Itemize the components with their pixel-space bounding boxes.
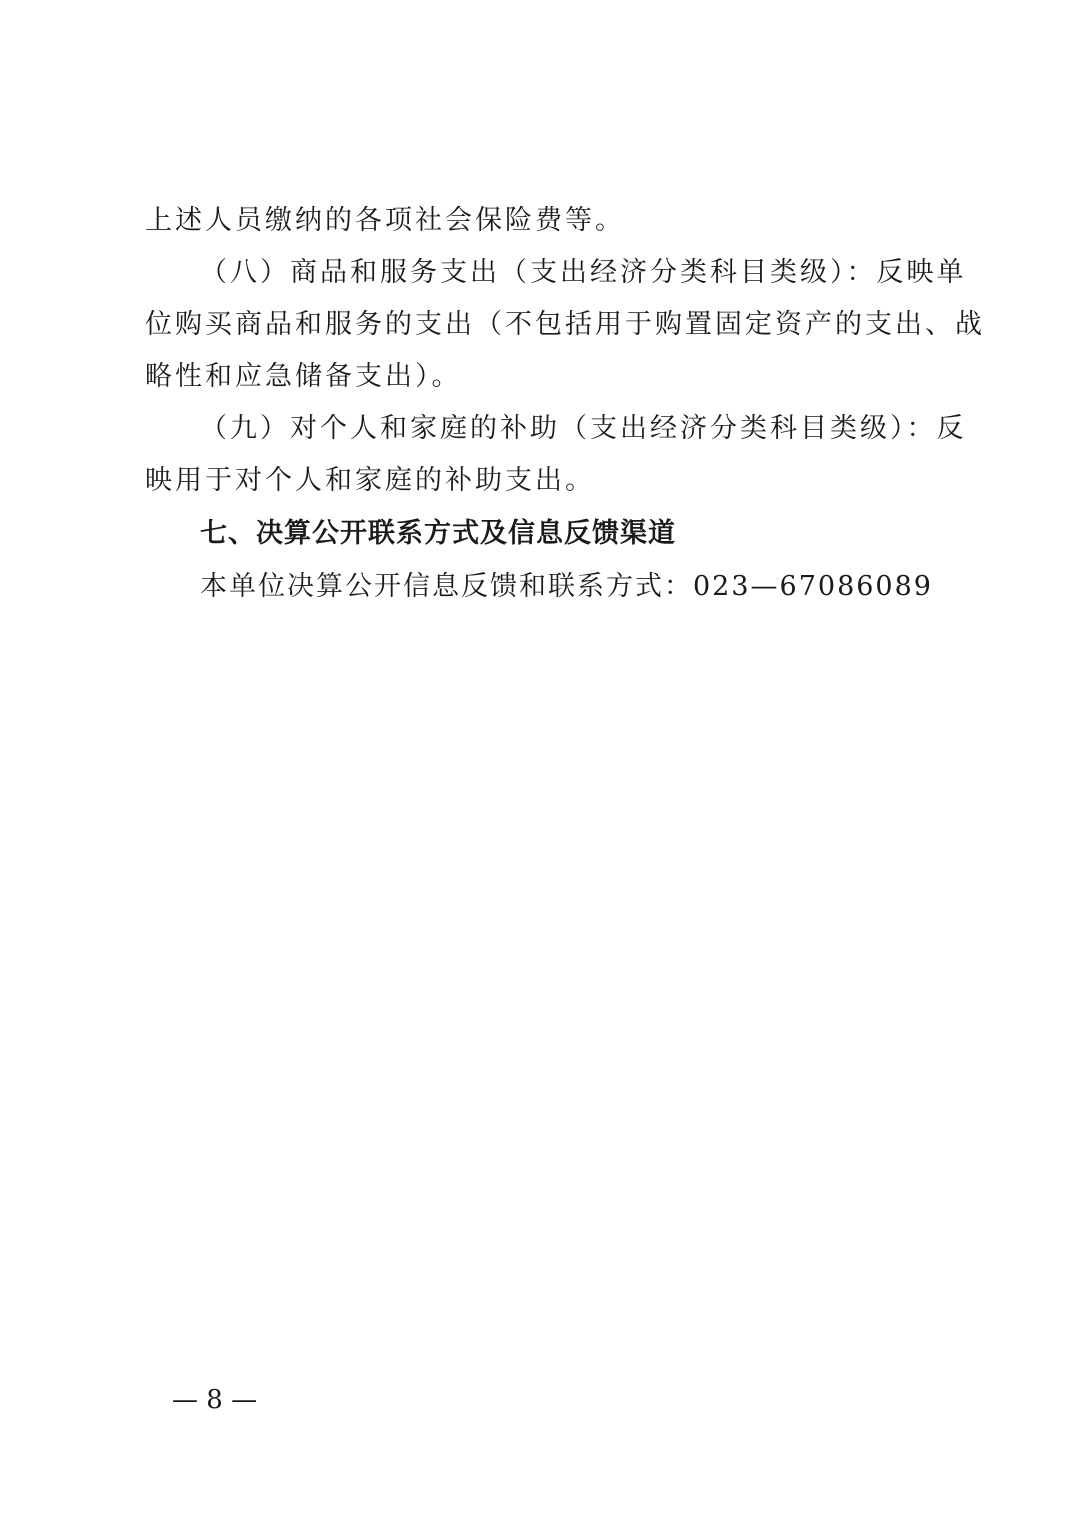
paragraph-line: 上述人员缴纳的各项社会保险费等。 [145,205,625,236]
section-heading: 七、决算公开联系方式及信息反馈渠道 [200,518,676,549]
paragraph-line: 映用于对个人和家庭的补助支出。 [145,465,595,496]
paragraph-line: 位购买商品和服务的支出（不包括用于购置固定资产的支出、战 [145,309,985,340]
page-number: — 8 — [172,1385,258,1415]
paragraph-line: 略性和应急储备支出）。 [145,361,462,392]
paragraph-line: （八）商品和服务支出（支出经济分类科目类级）：反映单 [200,257,967,288]
contact-line: 本单位决算公开信息反馈和联系方式：023—67086089 [200,571,933,602]
paragraph-line: （九）对个人和家庭的补助（支出经济分类科目类级）：反 [200,413,967,444]
